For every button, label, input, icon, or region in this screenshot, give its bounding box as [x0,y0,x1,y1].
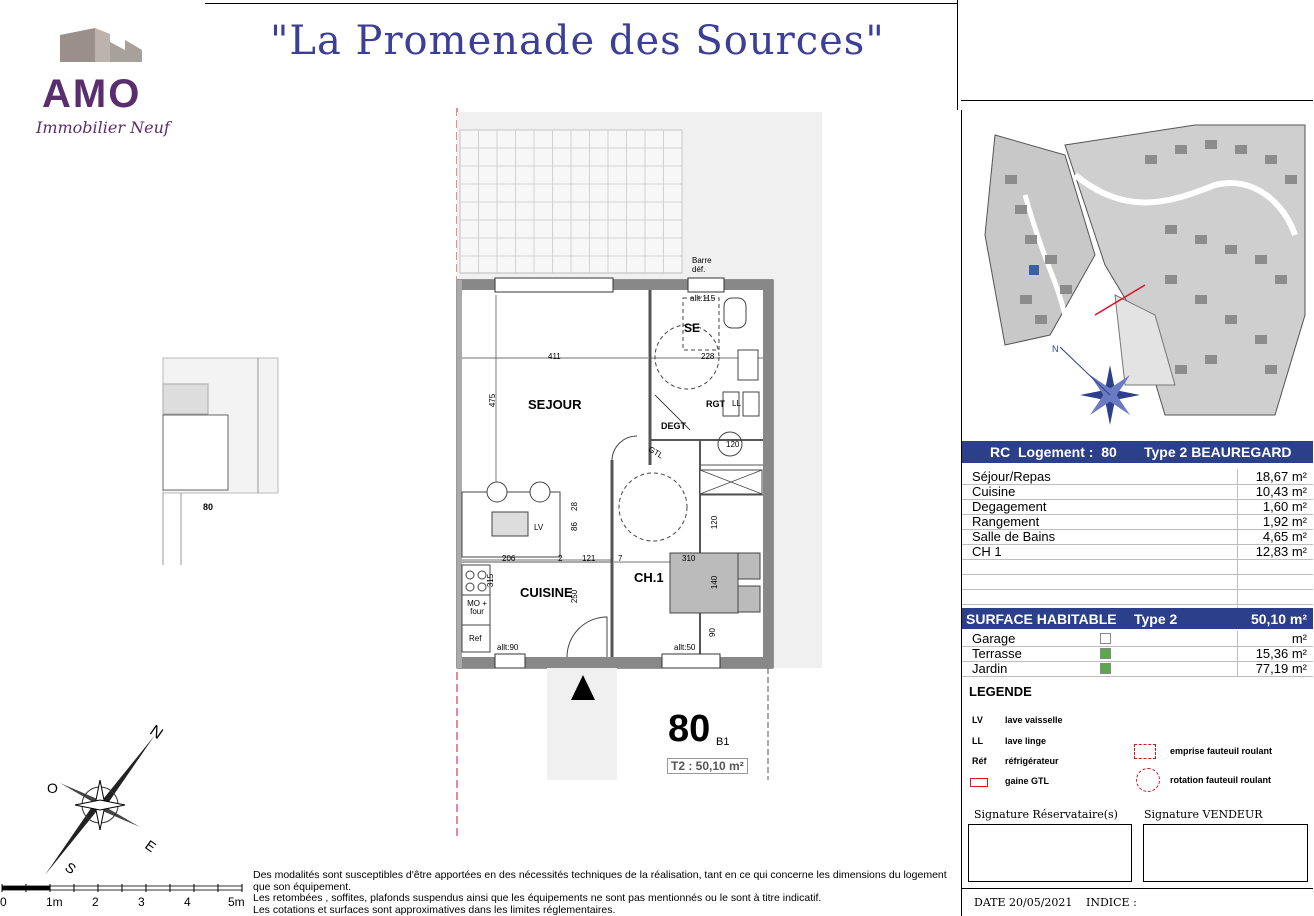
barre-label: Barre déf. [692,256,712,274]
total-type: Type 2 [1134,611,1178,627]
row-divider [1237,544,1238,559]
legend-text: réfrigérateur [1005,756,1059,766]
wheelchair-area-icon [1134,744,1156,759]
dim-7: 7 [618,554,623,563]
scale-bar [0,880,250,916]
surface-label: Salle de Bains [972,529,1056,544]
dim-28: 28 [569,502,579,511]
legend-title: LEGENDE [969,684,1032,699]
mini-lot-number: 80 [203,502,214,512]
legend-code: LL [972,736,983,746]
legend-code: Réf [972,756,987,766]
annex-row [962,646,1313,662]
annex-checkbox [1100,663,1111,674]
total-band [962,608,1313,629]
annex-value: 77,19 m² [1255,661,1307,676]
row-divider [1237,574,1238,589]
annex-value: m² [1291,631,1307,646]
surface-label: Séjour/Repas [972,469,1051,484]
row-divider [1237,529,1238,544]
scale-tick-4: 4 [184,895,191,909]
panel-header-left: RC Logement : 80 [990,444,1117,460]
annex-checkbox [1100,648,1111,659]
wheelchair-rotation-icon [1136,768,1160,792]
disclaimer-line: Les cotations et surfaces sont approximatives dans les limites réglementaires. [253,903,616,916]
compass-o: O [47,780,58,796]
annex-row [962,661,1313,677]
row-divider [1237,469,1238,484]
row-divider [1237,661,1238,676]
surface-value: 1,92 m² [1262,514,1307,529]
dim-411: 411 [548,352,561,361]
lot-type: T2 : 50,10 m² [667,758,748,774]
dim-2: 2 [558,554,563,563]
room-label-ch1: CH.1 [634,570,664,585]
surface-label: Cuisine [972,484,1016,499]
row-divider [1237,499,1238,514]
annex-checkbox [1100,633,1111,644]
logo-text: AMO [42,72,142,116]
row-divider [1237,559,1238,574]
annex-label: Terrasse [972,646,1022,661]
signature-seller-label: Signature VENDEUR [1144,808,1263,821]
dim-475: 475 [488,393,498,408]
annex-label: Jardin [972,661,1008,676]
alt90-label: allt:90 [497,643,519,652]
compass-e: E [142,836,160,856]
dim-140: 140 [710,575,720,590]
surface-row [962,574,1313,590]
row-divider [1237,514,1238,529]
ll-label: LL [732,399,741,408]
annex-row [962,631,1313,647]
disclaimer [253,870,953,916]
alt115-label: allt:115 [690,294,716,303]
dim-120b: 120 [726,440,740,449]
date-box [962,888,1313,916]
scale-tick-0: 0 [0,895,7,909]
room-label-cuisine: CUISINE [520,585,573,600]
ref-label: Ref [469,634,482,643]
room-label-sejour: SEJOUR [528,397,582,412]
total-label: SURFACE HABITABLE [966,611,1117,627]
surface-value: 18,67 m² [1255,469,1307,484]
dim-310: 310 [682,554,696,563]
surface-row [962,514,1313,530]
dim-86: 86 [569,522,579,531]
date-text: DATE 20/05/2021 [974,896,1073,909]
legend-text: gaine GTL [1005,776,1050,786]
legend-text: lave linge [1005,736,1047,746]
surface-label: Rangement [972,514,1040,529]
annex-value: 15,36 m² [1255,646,1307,661]
panel-header-right: Type 2 BEAUREGARD [1144,444,1292,460]
surface-row [962,589,1313,605]
surface-label: CH 1 [972,544,1002,559]
annex-label: Garage [972,631,1016,646]
lv-label: LV [534,523,544,532]
surface-row [962,499,1313,515]
legend-text: lave vaisselle [1005,715,1063,725]
gtl-label: GTL [646,444,665,461]
surface-row [962,484,1313,500]
lot-building: B1 [716,736,730,748]
total-value: 50,10 m² [1250,611,1307,627]
compass-s: S [62,858,80,878]
dim-120: 120 [710,515,720,530]
dim-121: 121 [582,554,596,563]
panel-top-line [961,100,1313,101]
panel-header [962,441,1313,463]
surface-value: 1,60 m² [1262,499,1307,514]
surface-label: Degagement [972,499,1047,514]
scale-tick-3: 3 [138,895,145,909]
row-divider [1237,646,1238,661]
lot-number: 80 [668,708,711,750]
signature-buyer-label: Signature Réservataire(s) [974,808,1118,821]
surface-value: 10,43 m² [1255,484,1307,499]
signature-seller-box[interactable] [1143,824,1308,882]
legend-text: rotation fauteuil roulant [1170,775,1271,785]
row-divider [1237,484,1238,499]
site-plan [965,115,1311,433]
scale-tick-1m: 1m [46,895,63,909]
page-title: "La Promenade des Sources" [270,18,885,64]
surface-value: 12,83 m² [1255,544,1307,559]
alt50-label: allt:50 [674,643,696,652]
scale-tick-2: 2 [92,895,99,909]
dim-90: 90 [707,628,717,637]
disclaimer-line: Des modalités sont susceptibles d'être apportées en des nécessités techniques de la réalisation, tant en ce qui concerne les dimensions du logement que son équipement. [253,869,947,893]
surface-row [962,529,1313,545]
surface-row [962,469,1313,485]
gtl-icon [970,778,988,787]
scale-tick-5m: 5m [228,895,245,909]
row-divider [1237,589,1238,604]
disclaimer-line: Les retombées , soffites, plafonds suspendus ainsi que les équipements ne sont pas mentionnés ou le sont à titre indicatif. [253,892,822,904]
legend-text: emprise fauteuil roulant [1170,746,1273,756]
dim-228: 228 [701,352,715,361]
surface-value: 4,65 m² [1262,529,1307,544]
signature-buyer-box[interactable] [968,824,1132,882]
row-divider [1237,631,1238,646]
mo-four-label: MO + four [467,599,487,616]
dim-206: 206 [502,554,516,563]
compass-n: N [146,722,166,743]
site-plan-north: N [1052,344,1059,354]
logo-subtitle: Immobilier Neuf [36,118,170,137]
room-label-se: SE [684,321,701,335]
dim-315: 315 [486,573,496,588]
surface-row [962,544,1313,560]
room-label-rgt: RGT [706,399,725,409]
legend-code: LV [972,715,983,725]
index-text: INDICE : [1086,896,1137,909]
dim-250: 250 [570,589,580,604]
surface-row [962,559,1313,575]
room-label-degt: DEGT [661,421,687,431]
